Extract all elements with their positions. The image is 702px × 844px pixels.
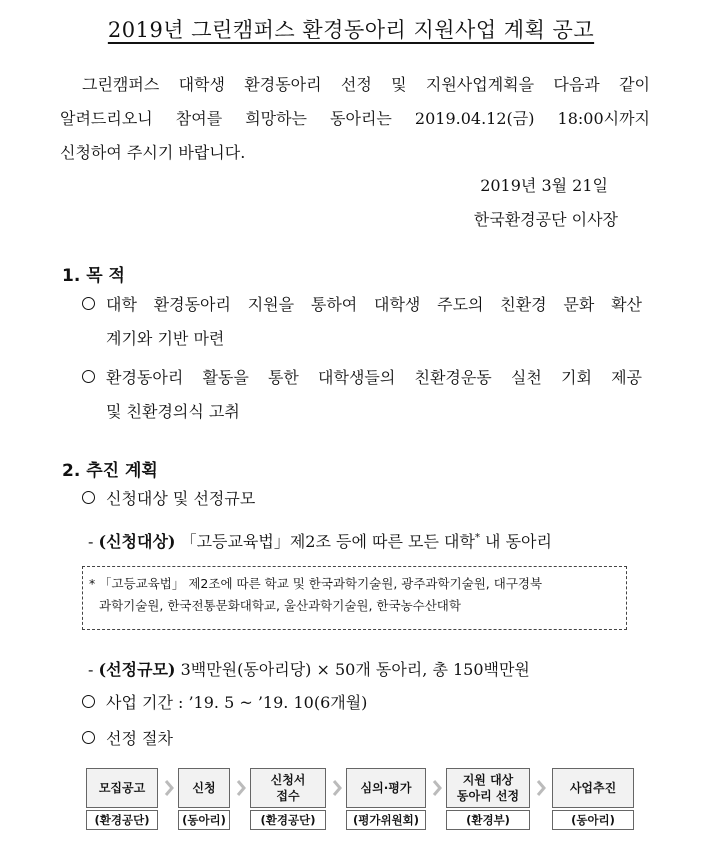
flow-step-label: 신청서 접수 xyxy=(250,768,326,808)
flow-step-5 xyxy=(446,768,530,832)
flow-step-label: 모집공고 xyxy=(86,768,158,808)
intro-line-3: 신청하여 주시기 바랍니다. xyxy=(60,143,246,162)
selection-procedure-bullet: 선정 절차 xyxy=(82,722,642,756)
arrow-right-icon xyxy=(536,780,546,796)
flow-step-owner: (평가위원회) xyxy=(346,810,426,830)
section-1-heading: 1. 목 적 xyxy=(62,266,125,286)
arrow-right-icon xyxy=(236,780,246,796)
flow-step-6 xyxy=(552,768,634,832)
flow-step-1 xyxy=(86,768,158,832)
announcing-organization: 한국환경공단 이사장 xyxy=(473,210,618,229)
flow-step-label: 지원 대상 동아리 선정 xyxy=(446,768,530,808)
announcement-date: 2019년 3월 21일 xyxy=(480,176,608,195)
footnote-mark: * xyxy=(89,576,96,591)
footnote-line-1: 「고등교육법」 제2조에 따른 학교 및 한국과학기술원, 광주과학기술원, 대구경북 xyxy=(99,576,543,591)
scale-text: 3백만원(동아리당) × 50개 동아리, 총 150백만원 xyxy=(180,660,530,679)
target-suffix: 내 동아리 xyxy=(485,532,552,551)
purpose-bullet-2: 환경동아리 활동을 통한 대학생들의 친환경운동 실천 기회 제공 및 친환경의식 고취 xyxy=(82,361,642,429)
flow-step-owner: (환경공단) xyxy=(86,810,158,830)
flow-step-3 xyxy=(250,768,326,832)
target-footnote-mark: * xyxy=(474,532,480,544)
arrow-right-icon xyxy=(432,780,442,796)
purpose-bullet-1: 대학 환경동아리 지원을 통하여 대학생 주도의 친환경 문화 확산 계기와 기반 마련 xyxy=(82,288,642,356)
page-title: 2019년 그린캠퍼스 환경동아리 지원사업 계획 공고 xyxy=(107,18,595,42)
circle-bullet-icon xyxy=(82,491,95,504)
circle-bullet-icon xyxy=(82,695,95,708)
circle-bullet-icon xyxy=(82,297,95,310)
flow-step-label: 사업추진 xyxy=(552,768,634,808)
project-period-bullet: 사업 기간 : ’19. 5 ~ ’19. 10(6개월) xyxy=(82,686,642,720)
circle-bullet-icon xyxy=(82,370,95,383)
selection-process-flow xyxy=(86,768,636,832)
target-label: (신청대상) xyxy=(98,532,176,551)
scale-label: (선정규모) xyxy=(98,660,176,679)
flow-step-4 xyxy=(346,768,426,832)
selection-scale-row: - (선정규모) 3백만원(동아리당) × 50개 동아리, 총 150백만원 xyxy=(88,660,530,679)
flow-step-label: 심의·평가 xyxy=(346,768,426,808)
application-target-row: - (신청대상) 「고등교육법」제2조 등에 따른 모든 대학* 내 동아리 xyxy=(88,532,552,551)
arrow-right-icon xyxy=(332,780,342,796)
target-text: 「고등교육법」제2조 등에 따른 모든 대학 xyxy=(180,532,475,551)
flow-step-owner: (환경부) xyxy=(446,810,530,830)
arrow-right-icon xyxy=(164,780,174,796)
footnote-line-2: 과학기술원, 한국전통문화대학교, 울산과학기술원, 한국농수산대학 xyxy=(99,598,461,613)
circle-bullet-icon xyxy=(82,731,95,744)
section-2-heading: 2. 추진 계획 xyxy=(62,461,158,481)
footnote-box xyxy=(82,566,627,630)
flow-step-label: 신청 xyxy=(178,768,230,808)
flow-step-owner: (동아리) xyxy=(552,810,634,830)
intro-line-2: 알려드리오니 참여를 희망하는 동아리는 2019.04.12(금) 18:00시까지 xyxy=(60,109,650,128)
flow-step-2 xyxy=(178,768,230,832)
intro-paragraph xyxy=(60,68,650,170)
target-scale-bullet: 신청대상 및 선정규모 xyxy=(82,482,642,516)
flow-step-owner: (환경공단) xyxy=(250,810,326,830)
flow-step-owner: (동아리) xyxy=(178,810,230,830)
intro-line-1: 그린캠퍼스 대학생 환경동아리 선정 및 지원사업계획을 다음과 같이 xyxy=(82,75,650,94)
